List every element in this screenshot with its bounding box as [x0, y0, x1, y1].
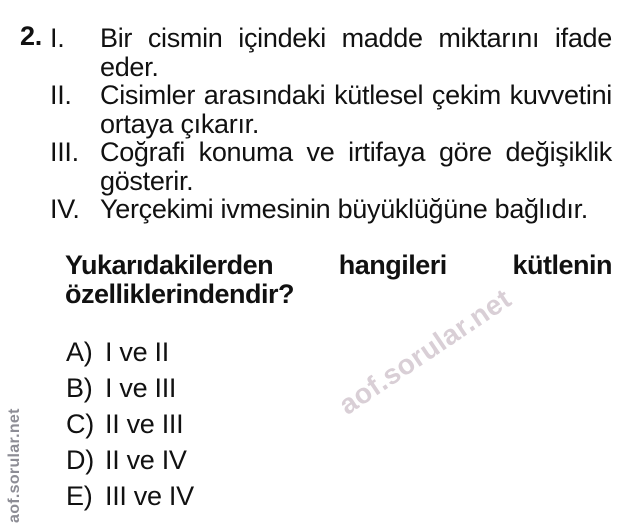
option-row-d [66, 445, 366, 481]
item-line: ortaya çıkarır. [100, 108, 260, 139]
stem-line: özelliklerindendir? [65, 278, 295, 309]
item-label: IV. [50, 194, 80, 224]
item-text [100, 81, 612, 138]
stem-line: Yukarıdakilerden hangileri kütlenin [65, 250, 612, 280]
item-line: Bir cismin içindeki madde miktarını ifade [100, 23, 612, 53]
item-text [100, 24, 612, 81]
statement-list [50, 24, 612, 224]
list-item [50, 195, 612, 224]
item-line: Coğrafi konuma ve irtifaya göre değişiklik [100, 137, 612, 167]
option-text: I ve II [105, 337, 169, 367]
option-row-b [66, 373, 366, 409]
item-line: gösterir. [100, 165, 194, 196]
option-text: II ve III [105, 409, 184, 439]
option-text: III ve IV [105, 481, 194, 511]
item-label: III. [50, 137, 79, 167]
watermark-diagonal: aof.sorular.net [333, 282, 517, 421]
option-letter: C) [66, 409, 94, 439]
option-row-c [66, 409, 366, 445]
option-letter: A) [66, 337, 93, 367]
item-text [100, 138, 612, 195]
option-row-e [66, 481, 366, 517]
item-label: II. [50, 80, 72, 110]
option-text: I ve III [105, 373, 177, 403]
item-text [100, 195, 612, 224]
item-line: eder. [100, 51, 159, 82]
list-item [50, 24, 612, 81]
option-letter: E) [66, 481, 93, 511]
answer-options [66, 337, 366, 517]
list-item [50, 81, 612, 138]
option-text: II ve IV [105, 445, 187, 475]
item-label: I. [50, 23, 65, 53]
watermark-vertical: aof.sorular.net [6, 408, 23, 523]
option-letter: D) [66, 445, 94, 475]
item-line: Yerçekimi ivmesinin büyüklüğüne bağlıdır. [100, 194, 588, 224]
option-row-a [66, 337, 366, 373]
item-line: Cisimler arasındaki kütlesel çekim kuvvetini [100, 80, 612, 110]
list-item [50, 138, 612, 195]
question-stem [65, 251, 612, 308]
question-number: 2. [20, 21, 42, 51]
option-letter: B) [66, 373, 93, 403]
